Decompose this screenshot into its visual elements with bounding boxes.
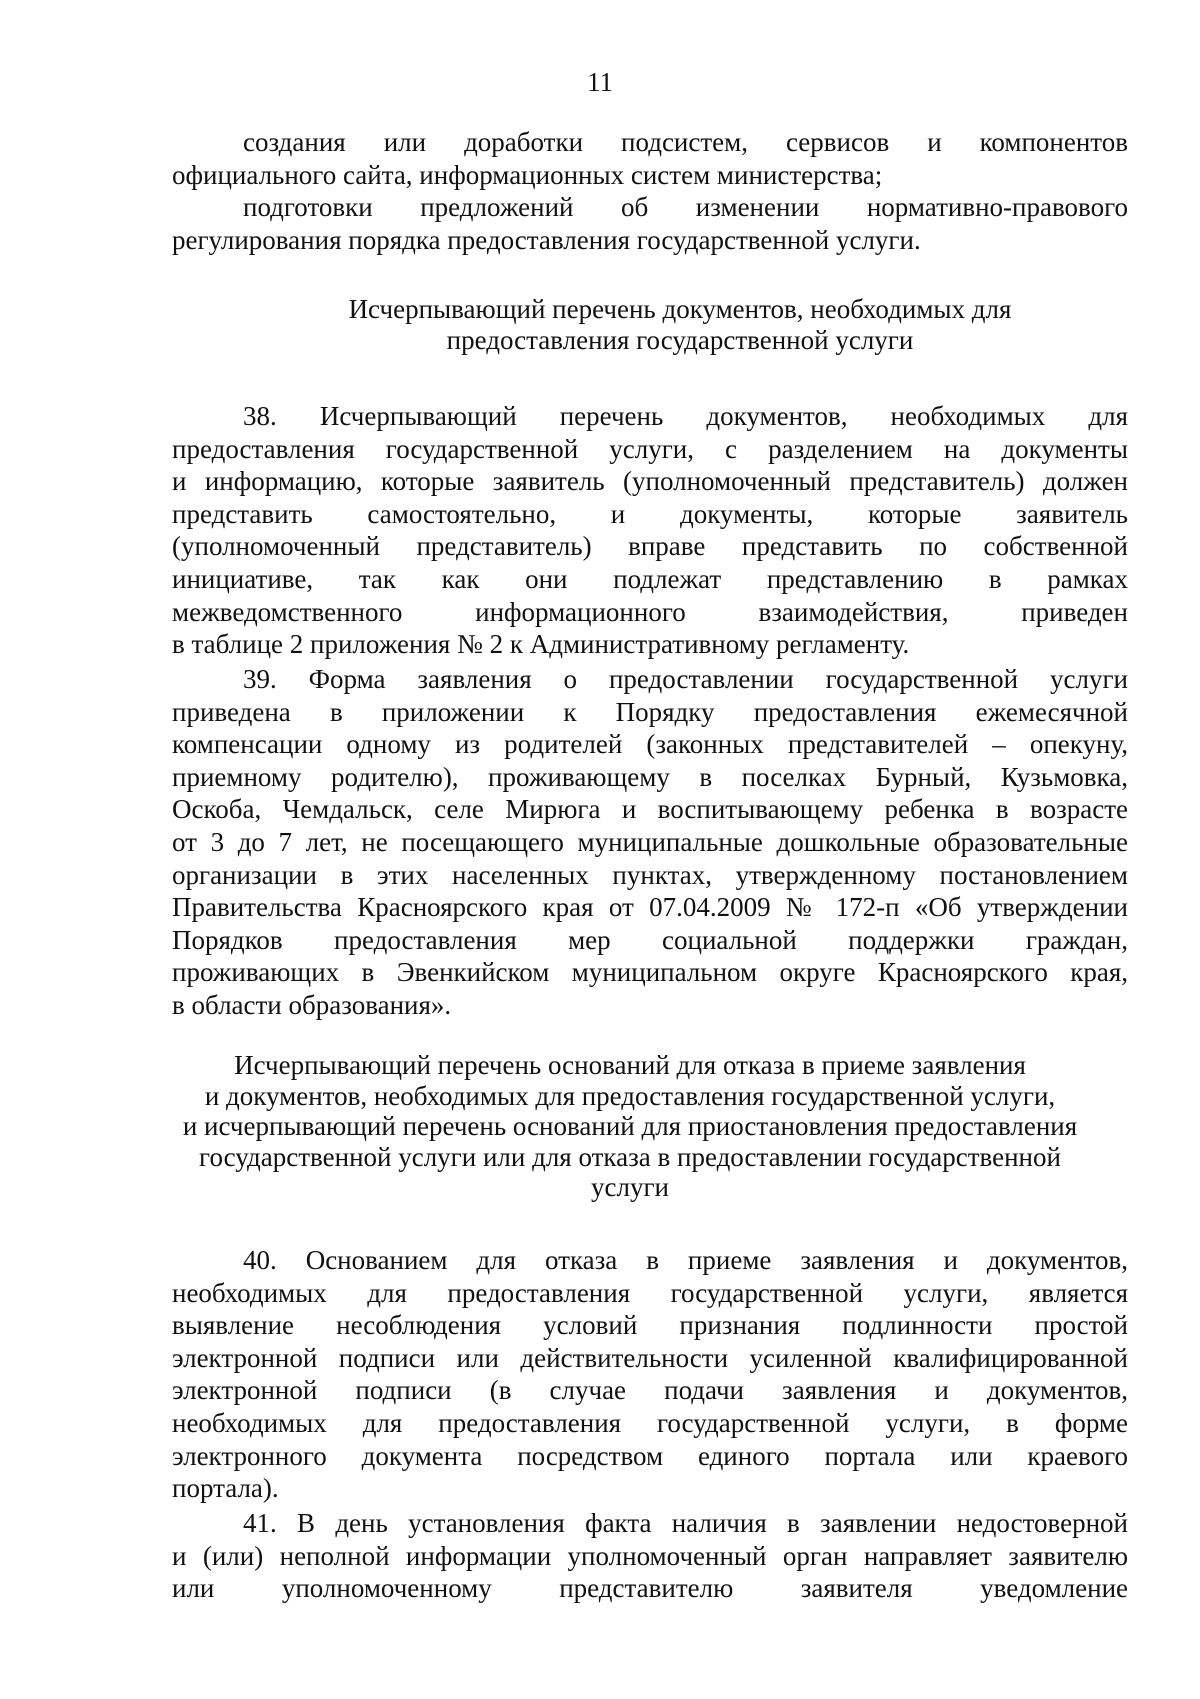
- text-line: официального сайта, информационных систем министерства;: [172, 159, 883, 190]
- text-line: в области образования».: [172, 989, 452, 1020]
- text-line: проживающих в Эвенкийском муниципальном округе Красноярского края,: [172, 957, 1128, 988]
- text-line: (уполномоченный представитель) вправе представить по собственной: [172, 531, 1128, 562]
- heading-line: предоставления государственной услуги: [446, 324, 914, 355]
- text-line: и (или) неполной информации уполномоченный орган направляет заявителю: [172, 1540, 1128, 1571]
- text-line: 39. Форма заявления о предоставлении государственной услуги: [243, 664, 1128, 694]
- text-line: 38. Исчерпывающий перечень документов, необходимых для: [243, 401, 1128, 431]
- page-number: 11: [587, 67, 613, 97]
- text-line: межведомственного информационного взаимодействия, приведен: [172, 596, 1128, 627]
- text-line: инициативе, так как они подлежат представлению в рамках: [172, 563, 1128, 594]
- text-line: электронного документа посредством единого портала или краевого: [172, 1440, 1128, 1471]
- section-heading-documents: [230, 294, 1130, 355]
- paragraph-38: [172, 400, 1128, 661]
- text-line: от 3 до 7 лет, не посещающего муниципальные дошкольные образовательные: [172, 826, 1128, 857]
- text-line: компенсации одному из родителей (законных представителей – опекуну,: [172, 729, 1128, 760]
- text-line: 40. Основанием для отказа в приеме заявления и документов,: [243, 1245, 1128, 1275]
- paragraph-41: [172, 1507, 1128, 1605]
- text-line: выявление несоблюдения условий признания подлинности простой: [172, 1310, 1128, 1341]
- text-line: необходимых для предоставления государственной услуги, является: [172, 1277, 1128, 1308]
- text-line: электронной подписи или действительности усиленной квалифицированной: [172, 1342, 1128, 1373]
- text-line: Правительства Красноярского края от 07.04.2009 № 172-п «Об утверждении: [172, 892, 1128, 923]
- text-line: или уполномоченному представителю заявителя уведомление: [172, 1573, 1128, 1604]
- text-line: 41. В день установления факта наличия в заявлении недостоверной: [243, 1508, 1128, 1538]
- text-line: Порядков предоставления мер социальной поддержки граждан,: [172, 924, 1128, 955]
- intro-list-block: [172, 126, 1128, 256]
- text-line: электронной подписи (в случае подачи заявления и документов,: [172, 1375, 1128, 1406]
- text-line: создания или доработки подсистем, сервисов и компонентов: [243, 127, 1128, 157]
- text-line: в таблице 2 приложения № 2 к Административному регламенту.: [172, 629, 910, 660]
- heading-line: Исчерпывающий перечень документов, необходимых для: [348, 294, 1012, 324]
- heading-line: и исчерпывающий перечень оснований для приостановления предоставления: [182, 1111, 1078, 1141]
- text-line: представить самостоятельно, и документы, которые заявитель: [172, 498, 1128, 529]
- text-line: предоставления государственной услуги, с разделением на документы: [172, 433, 1128, 464]
- text-line: Оскоба, Чемдальск, селе Мирюга и воспитывающему ребенка в возрасте: [172, 794, 1128, 825]
- paragraph-39: [172, 663, 1128, 1022]
- text-line: и информацию, которые заявитель (уполномоченный представитель) должен: [172, 466, 1128, 497]
- text-line: регулирования порядка предоставления государственной услуги.: [172, 224, 921, 255]
- heading-line: услуги: [591, 1172, 669, 1202]
- text-line: приемному родителю), проживающему в поселках Бурный, Кузьмовка,: [172, 761, 1128, 792]
- heading-line: Исчерпывающий перечень оснований для отказа в приеме заявления: [234, 1050, 1026, 1080]
- heading-line: и документов, необходимых для предоставления государственной услуги,: [204, 1080, 1056, 1111]
- text-line: подготовки предложений об изменении нормативно-правового: [243, 192, 1128, 223]
- heading-line: государственной услуги или для отказа в предоставлении государственной: [199, 1141, 1061, 1172]
- text-line: необходимых для предоставления государственной услуги, в форме: [172, 1407, 1128, 1438]
- text-line: портала).: [172, 1473, 279, 1504]
- paragraph-40: [172, 1244, 1128, 1505]
- text-line: организации в этих населенных пунктах, утвержденному постановлением: [172, 859, 1128, 890]
- section-heading-refusal: [150, 1050, 1110, 1203]
- text-line: приведена в приложении к Порядку предоставления ежемесячной: [172, 696, 1128, 727]
